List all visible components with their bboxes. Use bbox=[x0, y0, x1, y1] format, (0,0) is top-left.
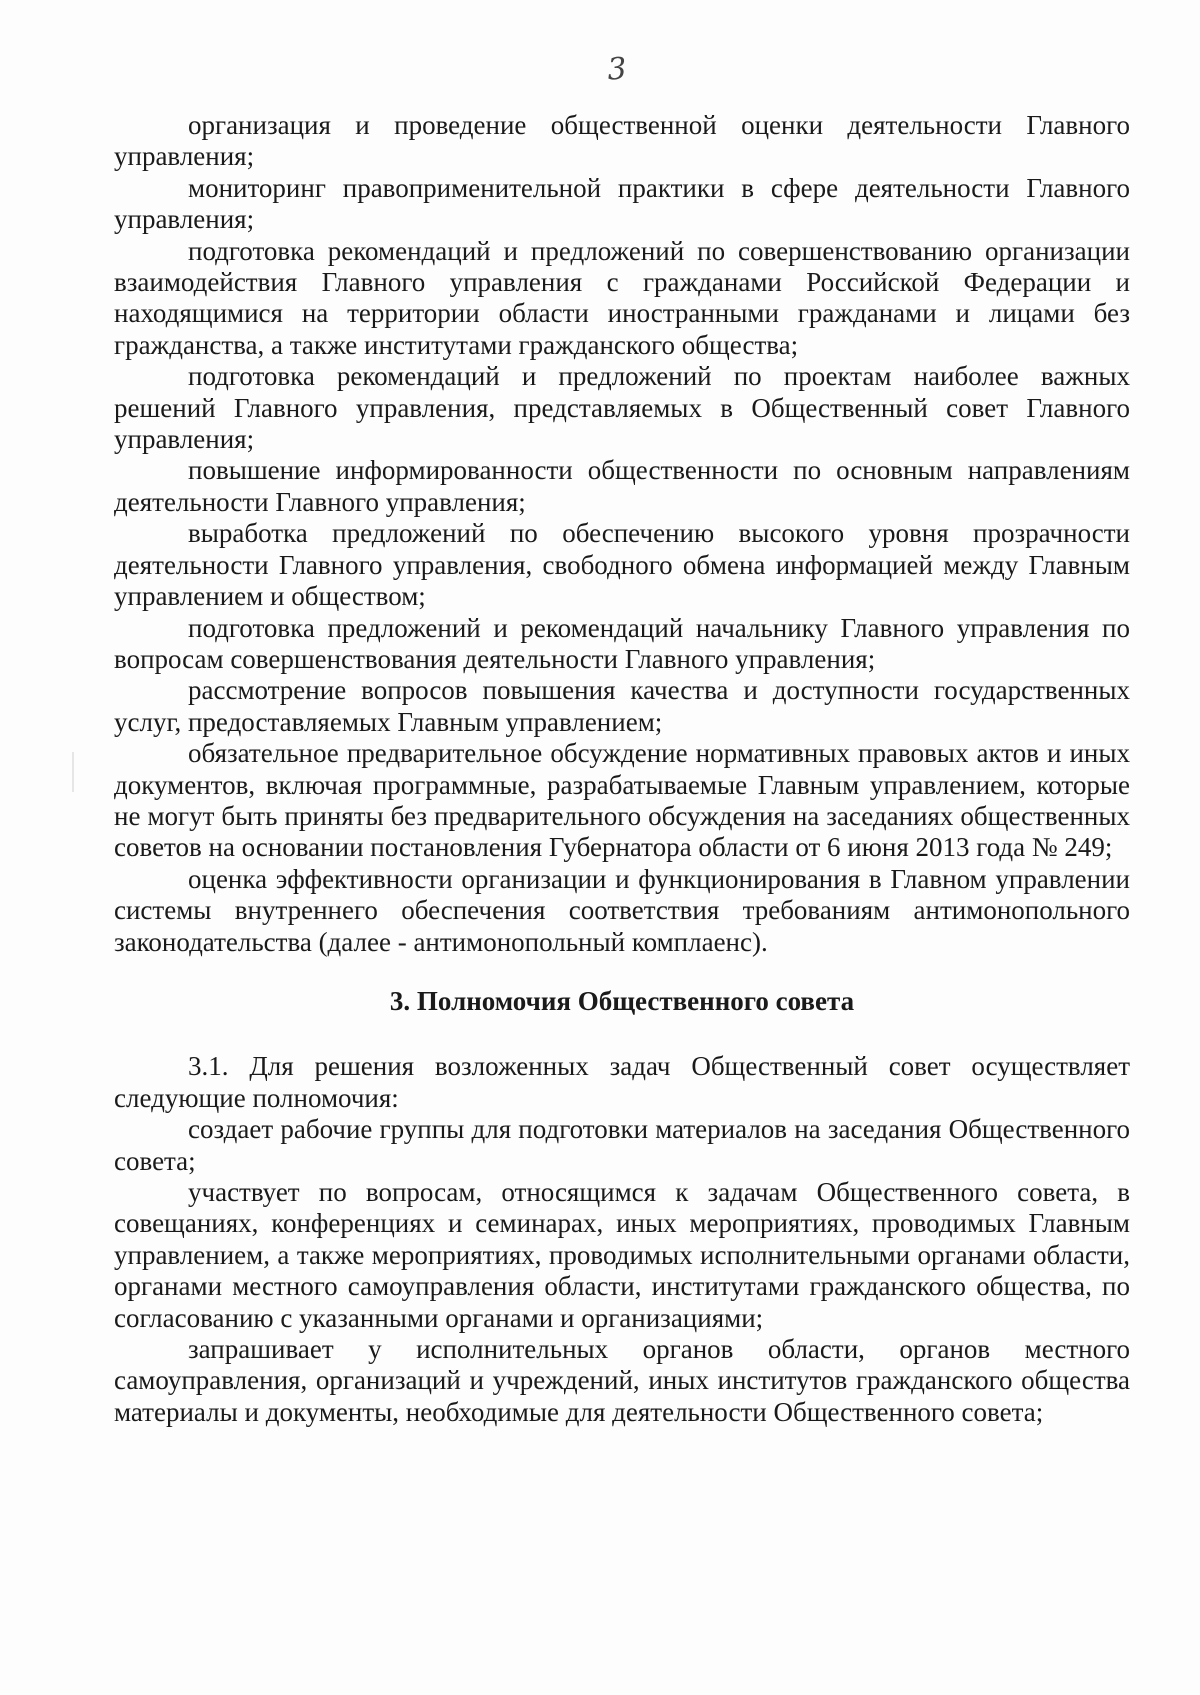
section-title: 3. Полномочия Общественного совета bbox=[389, 985, 855, 1016]
list-item: создает рабочие группы для подготовки материалов на заседания Общественного совета; bbox=[114, 1114, 1130, 1176]
clause-paragraph: 3.1. Для решения возложенных задач Общественный совет осуществляет следующие полномочия: bbox=[114, 1051, 1130, 1113]
list-item: запрашивает у исполнительных органов области, органов местного самоуправления, организаций и учреждений, иных институтов гражданского общества материалы и документы, необходимые для деятельности Общественного совета; bbox=[114, 1334, 1130, 1427]
list-item: участвует по вопросам, относящимся к задачам Общественного совета, в совещаниях, конференциях и семинарах, иных мероприятиях, проводимых Главным управлением, а также мероприятиях, проводимых исполнительными органами области, органами местного самоуправления области, институтами гражданского общества, по согласованию с указанными органами и организациями; bbox=[114, 1177, 1130, 1333]
list-item: выработка предложений по обеспечению высокого уровня прозрачности деятельности Главного управления, свободного обмена информацией между Главным управлением и обществом; bbox=[114, 518, 1130, 612]
list-item: мониторинг правоприменительной практики в сфере деятельности Главного управления; bbox=[114, 172, 1130, 235]
document-body bbox=[114, 110, 1130, 1428]
list-item: рассмотрение вопросов повышения качества и доступности государственных услуг, предоставляемых Главным управлением; bbox=[114, 675, 1130, 737]
list-item: подготовка предложений и рекомендаций начальнику Главного управления по вопросам совершенствования деятельности Главного управления; bbox=[114, 612, 1130, 674]
list-item: подготовка рекомендаций и предложений по проектам наиболее важных решений Главного управления, представляемых в Общественный совет Главного управления; bbox=[114, 361, 1130, 455]
scan-margin-mark bbox=[72, 752, 74, 792]
list-item: оценка эффективности организации и функционирования в Главном управлении системы внутреннего обеспечения соответствия требованиям антимонопольного законодательства (далее - антимонопольный комплаенс). bbox=[114, 863, 1130, 957]
list-item: повышение информированности общественности по основным направлениям деятельности Главного управления; bbox=[114, 455, 1130, 517]
list-item: организация и проведение общественной оценки деятельности Главного управления; bbox=[114, 110, 1130, 172]
page-number: 3 bbox=[606, 51, 628, 88]
list-item: обязательное предварительное обсуждение нормативных правовых актов и иных документов, включая программные, разрабатываемые Главным управлением, которые не могут быть приняты без предварительного обсуждения на заседаниях общественных советов на основании постановления Губернатора области от 6 июня 2013 года № 249; bbox=[114, 738, 1130, 863]
list-item: подготовка рекомендаций и предложений по совершенствованию организации взаимодействия Главного управления с гражданами Российской Федерации и находящимися на территории области иностранными гражданами и лицами без гражданства, а также институтами гражданского общества; bbox=[114, 235, 1130, 360]
